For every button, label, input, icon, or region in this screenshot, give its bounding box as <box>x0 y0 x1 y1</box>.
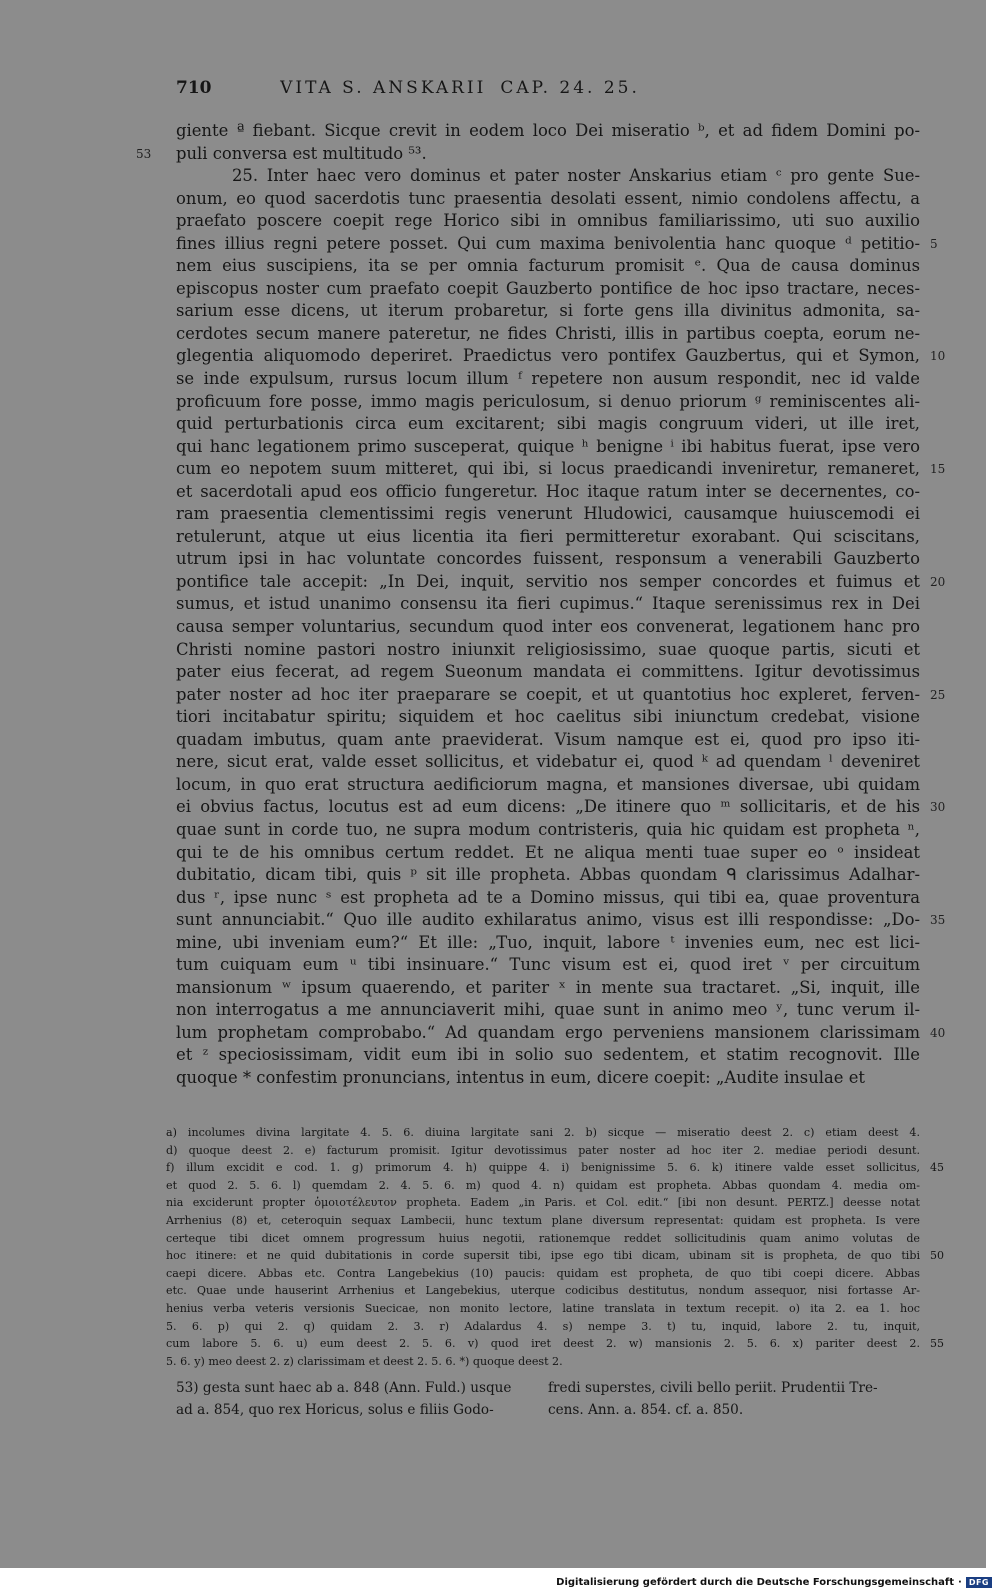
text-line <box>176 932 920 955</box>
text-line <box>176 751 920 774</box>
text-line <box>176 819 920 842</box>
text-line-content: dubitatio, dicam tibi, quis ᵖ sit ille propheta. Abbas quondam ᑫ clarissimus Adalhar- <box>176 865 920 885</box>
running-title <box>176 78 744 98</box>
text-line-content: retulerunt, atque ut eius licentia ita fieri permitteretur exorabant. Qui sciscitans, <box>176 526 920 546</box>
line-number: 20 <box>930 574 946 589</box>
text-line <box>176 774 920 797</box>
footnote-line: ad a. 854, quo rex Horicus, solus e filiis Godo- <box>176 1402 494 1418</box>
line-number: 10 <box>930 349 946 364</box>
text-line <box>176 481 920 504</box>
apparatus-line-content: d) quoque deest 2. e) facturum promisit. Igitur devotissimus pater noster ad hoc iter 2. mediae periodi desunt. <box>166 1143 920 1157</box>
apparatus-line <box>166 1177 920 1195</box>
text-line-content: onum, eo quod sacerdotis tunc praesentia desolati essent, nimio condolens affectu, a <box>176 188 920 208</box>
apparatus-line <box>166 1124 920 1142</box>
dfg-logo: DFG <box>966 1577 992 1588</box>
apparatus-line <box>166 1194 920 1212</box>
apparatus-line-content: et quod 2. 5. 6. l) quemdam 2. 4. 5. 6. m) quod 4. n) quidam est propheta. Abbas quondam 4. media om- <box>166 1178 920 1192</box>
text-line <box>176 954 920 977</box>
apparatus-line <box>166 1212 920 1230</box>
apparatus-line <box>166 1282 920 1300</box>
text-line-content: dus ʳ, ipse nunc ˢ est propheta ad te a Domino missus, qui tibi ea, quae proventura <box>176 887 920 907</box>
text-line-content: cum eo nepotem suum mitteret, qui ibi, si locus praedicandi inveniretur, remaneret, <box>176 459 920 479</box>
text-line-content: utrum ipsi in hac voluntate concordes fuissent, responsum a venerabili Gauzberto <box>176 549 920 569</box>
text-line-content: puli conversa est multitudo ⁵³. <box>176 143 427 163</box>
text-line <box>176 999 920 1022</box>
apparatus-line-content: 5. 6. y) meo deest 2. z) clarissimam et deest 2. 5. 6. *) quoque deest 2. <box>166 1354 563 1368</box>
text-line <box>176 391 920 414</box>
text-line-content: se inde expulsum, rursus locum illum ᶠ repetere non ausum respondit, nec id valde <box>176 369 920 389</box>
apparatus-line-content: etc. Quae unde hauserint Arrhenius et Langebekius, uterque codicibus destitutus, nondum assequor, nisi fortasse Ar- <box>166 1284 920 1298</box>
text-line <box>176 729 920 752</box>
page-header <box>176 78 744 102</box>
text-line <box>136 143 920 166</box>
text-line <box>176 210 920 233</box>
footnote-line: 53) gesta sunt haec ab a. 848 (Ann. Fuld.) usque <box>176 1380 512 1396</box>
text-line <box>176 977 920 1000</box>
critical-apparatus <box>166 1124 944 1370</box>
text-line-content: et ᶻ speciosissimam, vidit eum ibi in solio suo sedentem, et statim recognovit. Ille <box>176 1045 920 1065</box>
footnote-right-column <box>548 1377 920 1421</box>
apparatus-line-content: a) incolumes divina largitate 4. 5. 6. diuina largitate sani 2. b) sicque — miseratio deest 2. c) etiam deest 4. <box>166 1126 920 1139</box>
text-line-content: tiori incitabatur spiritu; siquidem et hoc caelitus sibi iniunctum credebat, visione <box>176 707 920 727</box>
text-line-content: et sacerdotali apud eos officio fungeretur. Hoc itaque ratum inter se decernentes, co- <box>176 481 920 501</box>
text-line-content: ram praesentia clementissimi regis venerunt Hludowici, causamque huiuscemodi ei <box>176 504 920 524</box>
line-number: 25 <box>930 687 946 702</box>
page-number: 710 <box>176 78 212 98</box>
text-line <box>176 842 920 865</box>
text-line-content: 25. Inter haec vero dominus et pater noster Anskarius etiam ᶜ pro gente Sue- <box>232 166 920 186</box>
text-line <box>176 909 946 932</box>
text-line <box>176 278 920 301</box>
apparatus-line-content: certeque tibi dicet omnem progressum huius negotii, rationemque reddet sollicitudinis quam animo volutas de <box>166 1231 920 1245</box>
text-line-content: nem eius suscipiens, ita se per omnia facturum promisit ᵉ. Qua de causa dominus <box>176 256 920 276</box>
line-number: 30 <box>930 800 946 815</box>
digitization-credit: Digitalisierung gefördert durch die Deutsche Forschungsgemeinschaft · DFG <box>556 1577 992 1588</box>
text-line <box>176 165 920 188</box>
text-line <box>176 368 920 391</box>
historical-footnote <box>176 1377 920 1423</box>
text-line-content: qui hanc legationem primo susceperat, quique ʰ benigne ⁱ ibi habitus fuerat, ipse vero <box>176 436 920 456</box>
text-line-content: pontifice tale accepit: „In Dei, inquit, servitio nos semper concordes et fuimus et <box>176 571 920 591</box>
text-line <box>176 503 920 526</box>
text-line-content: mansionum ʷ ipsum quaerendo, et pariter ˣ in mente sua tractaret. „Si, inquit, ille <box>176 977 920 997</box>
text-line-content: causa semper voluntarius, secundum quod inter eos convenerat, legationem hanc pro <box>176 617 920 637</box>
text-line <box>176 1022 946 1045</box>
text-line-content: non interrogatus a me annunciaverit mihi, quae sunt in animo meo ʸ, tunc verum il- <box>176 1000 920 1020</box>
line-number: 45 <box>930 1161 944 1175</box>
text-line-content: quid perturbationis circa eum excitarent; sibi magis congruum videri, ut ille iret, <box>176 414 920 434</box>
chapter-label: CAP. 24. 25. <box>500 78 640 98</box>
text-line-content: quadam imbutus, quam ante praeviderat. Visum namque est ei, quod pro ipso iti- <box>176 729 920 749</box>
text-line <box>176 300 920 323</box>
apparatus-line <box>166 1159 944 1177</box>
text-line-content: ei obvius factus, locutus est ad eum dicens: „De itinere quo ᵐ sollicitaris, et de his <box>176 797 920 817</box>
text-line <box>176 593 920 616</box>
text-line <box>176 345 946 368</box>
line-number: 50 <box>930 1249 944 1263</box>
apparatus-line-content: Arrhenius (8) et, ceteroquin sequax Lambecii, hunc textum plane diversum representat: quidam est propheta. Is vere <box>166 1213 920 1227</box>
text-line <box>176 864 920 887</box>
text-line-content: fines illius regni petere posset. Qui cum maxima benivolentia hanc quoque ᵈ petitio- <box>176 233 920 253</box>
text-line <box>176 458 946 481</box>
text-line-content: giente ª fiebant. Sicque crevit in eodem loco Dei miseratio ᵇ, et ad fidem Domini po- <box>176 121 920 140</box>
line-number: 55 <box>930 1337 944 1351</box>
text-line <box>176 233 938 256</box>
text-line-content: sarium esse dicens, ut iterum probaretur, si forte gens illa divinitus admonita, sa- <box>176 301 920 321</box>
text-line-content: pater noster ad hoc iter praeparare se coepit, et ut quantotius hoc expleret, ferven- <box>176 684 920 704</box>
apparatus-line-content: 5. 6. p) qui 2. q) quidam 2. 3. r) Adalardus 4. s) nempe 3. t) tu, inquid, labore 2. tu, inquit, <box>166 1319 920 1333</box>
main-text <box>136 120 946 1090</box>
line-number: 15 <box>930 462 946 477</box>
apparatus-line-content: nia exciderunt propter ὁμοιοτέλευτον propheta. Eadem „in Paris. et Col. edit.“ [ibi non desunt. PERTZ.] deesse notat <box>166 1196 920 1210</box>
text-line <box>176 616 920 639</box>
text-line <box>176 188 920 211</box>
text-line-content: Christi nomine pastori nostro iniunxit religiosissimo, suae quoque partis, sicuti et <box>176 639 920 659</box>
text-line <box>176 323 920 346</box>
footnote-left-column <box>176 1377 532 1421</box>
apparatus-line <box>166 1142 920 1160</box>
apparatus-line <box>166 1300 920 1318</box>
apparatus-line <box>166 1247 944 1265</box>
apparatus-line-content: caepi dicere. Abbas etc. Contra Langebekius (10) paucis: quidam est propheta, de quo tibi coepi dicere. Abbas <box>166 1266 920 1280</box>
footnote-line: cens. Ann. a. 854. cf. a. 850. <box>548 1402 744 1418</box>
text-line <box>176 120 920 143</box>
text-line-content: tum cuiquam eum ᵘ tibi insinuare.“ Tunc visum est ei, quod iret ᵛ per circuitum <box>176 955 920 975</box>
text-line-content: proficuum fore posse, immo magis periculosum, si denuo priorum ᵍ reminiscentes ali- <box>176 391 920 411</box>
text-line-content: pater eius fecerat, ad regem Sueonum mandata ei committens. Igitur devotissimus <box>176 662 920 682</box>
text-line-content: cerdotes secum manere pateretur, ne fides Christi, illis in partibus coepta, eorum ne- <box>176 323 920 343</box>
apparatus-line <box>166 1353 920 1371</box>
apparatus-line <box>166 1335 944 1353</box>
text-line <box>176 1044 920 1067</box>
text-line-content: quae sunt in corde tuo, ne supra modum contristeris, quia hic quidam est propheta ⁿ, <box>176 819 920 839</box>
text-line-content: quoque * confestim pronuncians, intentus in eum, dicere coepit: „Audite insulae et <box>176 1067 865 1087</box>
text-line <box>176 436 920 459</box>
text-line <box>176 526 920 549</box>
text-line <box>176 796 946 819</box>
text-line-content: mine, ubi inveniam eum?“ Et ille: „Tuo, inquit, labore ᵗ invenies eum, nec est lici- <box>176 932 920 952</box>
text-line <box>176 706 920 729</box>
digitization-text: Digitalisierung gefördert durch die Deutsche Forschungsgemeinschaft <box>556 1577 955 1588</box>
apparatus-line <box>166 1318 920 1336</box>
running-title-text: VITA S. ANSKARII <box>280 78 487 98</box>
text-line <box>176 548 920 571</box>
text-line <box>176 887 920 910</box>
text-line-content: sunt annunciabit.“ Quo ille audito exhilaratus animo, visus est illi respondisse: „Do- <box>176 910 920 930</box>
line-number: 5 <box>930 236 938 251</box>
apparatus-line-content: hoc itinere: et ne quid dubitationis in corde supersit tibi, ipse ego tibi dicam, ubinam sit is propheta, de quo tibi <box>166 1249 920 1263</box>
footnote-marker: 53 <box>136 146 152 161</box>
text-line-content: episcopus noster cum praefato coepit Gauzberto pontifice de hoc ipso tractare, neces- <box>176 278 920 298</box>
text-line <box>176 661 920 684</box>
text-line <box>176 1067 920 1090</box>
text-line <box>176 639 920 662</box>
text-line-content: sumus, et istud unanimo consensu ita fieri cupimus.“ Itaque serenissimus rex in Dei <box>176 594 920 614</box>
text-line-content: lum prophetam comprobabo.“ Ad quandam ergo perveniens mansionem clarissimam <box>176 1022 920 1042</box>
text-line-content: locum, in quo erat structura aedificiorum magna, et mansiones diversae, ubi quidam <box>176 774 920 794</box>
footnote-line: fredi superstes, civili bello periit. Prudentii Tre- <box>548 1380 878 1396</box>
apparatus-line-content: f) illum excidit e cod. 1. g) primorum 4. h) quippe 4. i) benignissime 5. 6. k) itinere valde esset sollicitus, <box>166 1161 920 1175</box>
text-line-content: praefato poscere coepit rege Horico sibi in omnibus familiarissimo, uti suo auxilio <box>176 211 920 231</box>
text-line <box>176 255 920 278</box>
text-line-content: glegentia aliquomodo deperiret. Praedictus vero pontifex Gauzbertus, qui et Symon, <box>176 346 920 366</box>
apparatus-line <box>166 1265 920 1283</box>
text-line-content: qui te de his omnibus certum reddet. Et ne aliqua menti tuae super eo ᵒ insideat <box>176 842 920 862</box>
apparatus-line <box>166 1230 920 1248</box>
text-line <box>176 684 946 707</box>
text-line <box>176 571 946 594</box>
apparatus-line-content: cum labore 5. 6. u) eum deest 2. 5. 6. v) quod iret deest 2. w) mansionis 2. 5. 6. x) pariter deest 2. <box>166 1337 920 1351</box>
line-number: 40 <box>930 1025 946 1040</box>
apparatus-line-content: henius verba veteris versionis Suecicae, non monito lectore, latine translata in textum recepit. o) ita 2. ea 1. hoc <box>166 1301 920 1315</box>
text-line <box>176 413 920 436</box>
line-number: 35 <box>930 913 946 928</box>
text-line-content: nere, sicut erat, valde esset sollicitus, et videbatur ei, quod ᵏ ad quendam ˡ deveniret <box>176 752 920 772</box>
